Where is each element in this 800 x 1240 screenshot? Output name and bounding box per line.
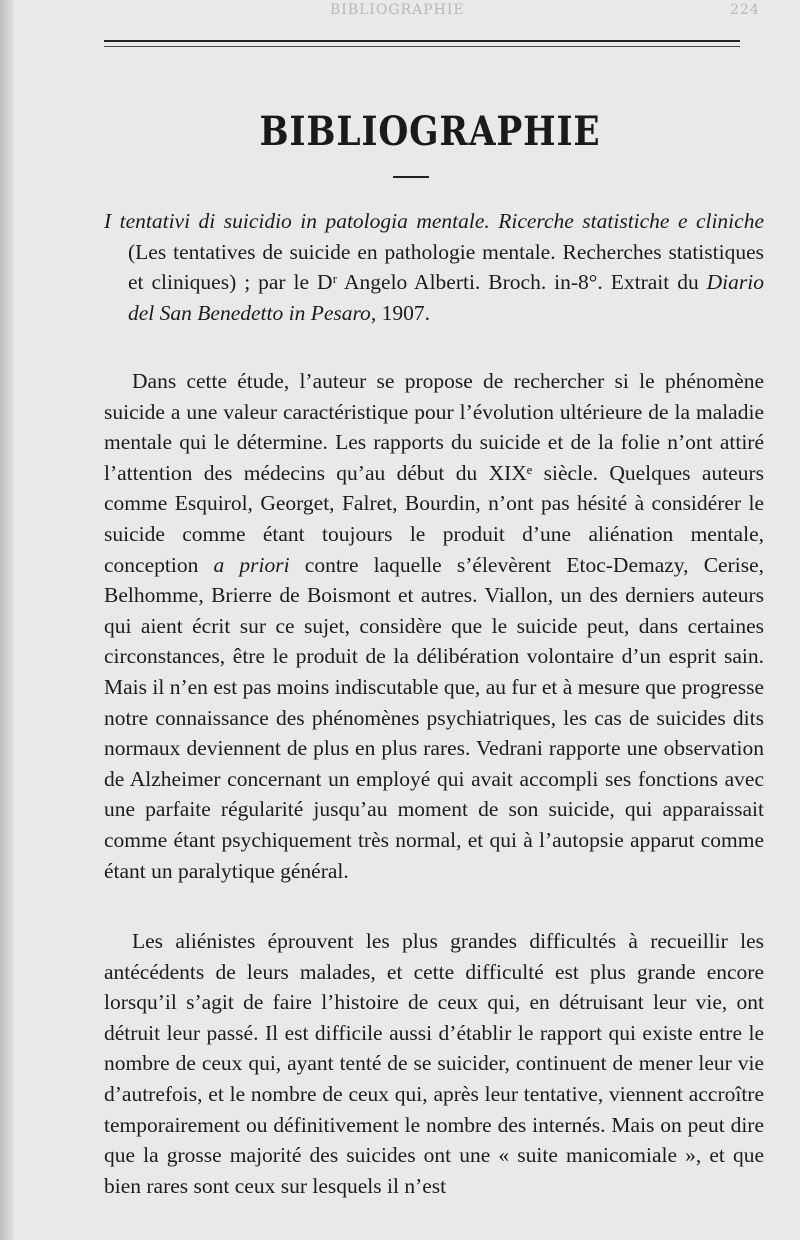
journal-title: Diario del San Benedetto in Pesaro (128, 270, 764, 325)
work-title: I tentativi di suicidio in patologia mentale. Ricerche statistiche e cliniche (104, 209, 764, 233)
paragraph-2 (104, 926, 764, 1201)
title-rule (393, 176, 429, 178)
running-head (330, 2, 800, 18)
top-rule-thin (104, 46, 740, 47)
page-binding-edge (0, 0, 14, 1240)
paragraph-2-text: Les aliénistes éprouvent les plus grandes difficultés à recueillir les antécédents de leurs malades, et cette difficulté est plus grande encore lorsqu’il s’agit de faire l’histoire de ceux qui, en détruisant leur vie, ont détruit leur passé. Il est difficile aussi d’établir le rapport qui existe entre le nombre de ceux qui, ayant tenté de se suicider, continuent de mener leur vie d’autrefois, et le nombre de ceux qui, après leur tentative, viennent accroître temporairement ou définitivement le nombre des internés. Mais on peut dire que la grosse majorité des suicides ont une « suite manicomiale », et que bien rares sont ceux sur lesquels il n’est (104, 929, 764, 1198)
paragraph-1-part-1: Dans cette étude, l’auteur se propose de rechercher si le phénomène suicide a une valeur caractéristique pour l’évolution ultérieure de la maladie mentale qui le détermine. Les rapports du suicide et de la folie n’ont attiré l’attention des médecins qu’au début du XIXᵉ siècle. Quelques auteurs comme Esquirol, Georget, Falret, Bourdin, n’ont pas hésité à considérer le suicide comme étant toujours le produit d’une aliénation mentale, conception (104, 369, 764, 577)
entry-translation: (Les tentatives de suicide en pathologie mentale. Recherches statistiques et cliniques) ; par le Dʳ Angelo Alberti. Broch. in-8°. Extrait du (128, 239, 764, 295)
bibliographic-entry (104, 206, 764, 328)
a-priori-phrase: a priori (213, 552, 290, 577)
page-number: 224 (730, 2, 760, 18)
paragraph-1-part-2: contre laquelle s’élevèrent Etoc-Demazy, Cerise, Belhomme, Brierre de Boismont et autres. Viallon, un des derniers auteurs qui aient écrit sur ce sujet, considère que le suicide peut, dans certaines circonstances, être le produit de la délibération volontaire d’un esprit sain. Mais il n’en est pas moins indiscutable que, au fur et à mesure que progresse notre connaissance des phénomènes psychiatriques, les cas de suicides dits normaux deviennent de plus en plus rares. Vedrani rapporte une observation de Alzheimer concernant un employé qui avait accompli ses fonctions avec une parfaite régularité jusqu’au moment de son suicide, qui apparaissait comme étant psychiquement très normal, et qui à l’autopsie apparut comme étant un paralytique général. (104, 552, 764, 883)
section-title: BIBLIOGRAPHIE (259, 108, 601, 155)
paragraph-1 (104, 366, 764, 886)
top-rule (104, 40, 740, 42)
running-head-title: BIBLIOGRAPHIE (330, 2, 465, 18)
entry-year: , 1907. (370, 300, 430, 325)
